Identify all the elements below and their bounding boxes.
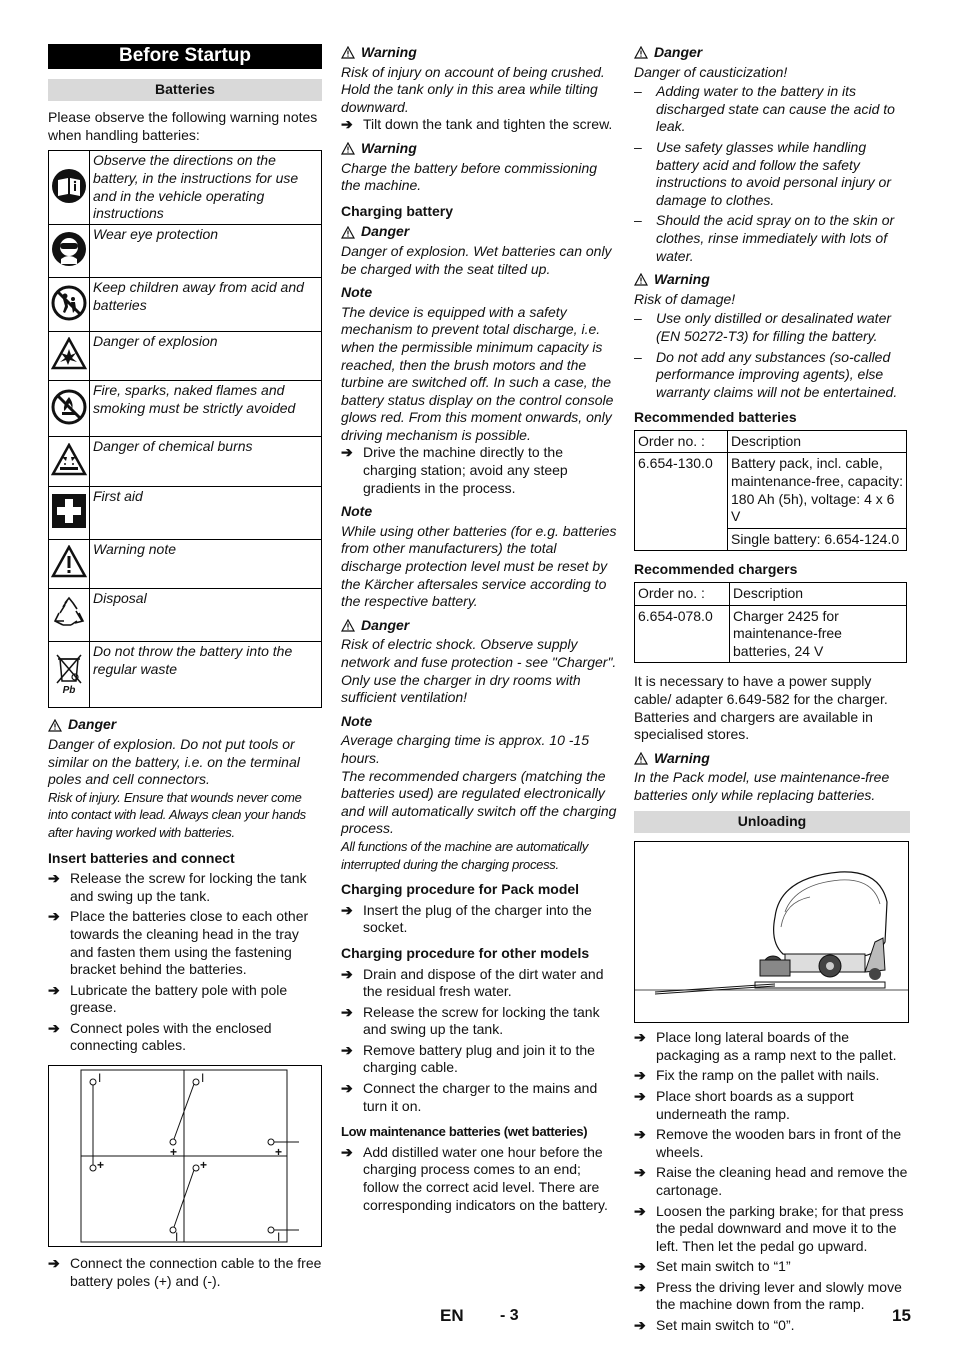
warning-header: Warning (634, 271, 910, 289)
list-item: ➔ Place short boards as a support underneath the ramp. (634, 1087, 854, 1122)
warning-triangle-icon (341, 226, 355, 239)
arrow-icon: ➔ (341, 444, 353, 461)
minus-label: I (201, 1071, 205, 1086)
symbol-text: Do not throw the battery into the regular waste (90, 642, 322, 708)
symbol-table (48, 150, 322, 708)
list-item: – Should the acid spray on to the skin or clothes, rinse immediately with lots of water. (634, 212, 895, 264)
warning-text: Risk of injury on account of being crushed. Hold the tank only in this area while tilting downward. (341, 63, 605, 115)
minus-label: I (98, 1071, 102, 1086)
list-item: ➔ Loosen the parking brake; for that press the pedal downward and move it to the left. Then let the pedal go upward. (634, 1202, 904, 1254)
table-row: 6.654-130.0 Battery pack, incl. cable, maintenance-free, capacity: 180 Ah (5h), voltage: 4 x 6 V (635, 453, 907, 528)
footer-page-number: 15 (892, 1306, 911, 1325)
warning-triangle-icon (634, 46, 648, 59)
danger-label: Danger (68, 716, 117, 733)
column-1 (48, 44, 322, 1293)
list-item: ➔ Drain and dispose of the dirt water and the residual fresh water. (341, 965, 604, 1000)
recommended-chargers-heading: Recommended chargers (634, 561, 798, 578)
chemical-burns-icon (49, 437, 90, 487)
list-item: ➔ Release the screw for locking the tank and swing up the tank. (341, 1003, 600, 1038)
battery-wiring-diagram (48, 1065, 322, 1247)
table-row: Single battery: 6.654-124.0 (635, 528, 907, 551)
arrow-icon: ➔ (341, 116, 353, 133)
symbol-text: Disposal (90, 589, 322, 642)
arrow-icon: ➔ (341, 1041, 353, 1058)
list-item: ➔ Place the batteries close to each other towards the cleaning head in the tray and fasten them using the fastening bracket behind the batteries. (48, 908, 309, 978)
column-3 (634, 44, 910, 1338)
table-row (49, 540, 322, 589)
keep-children-away-icon (49, 278, 90, 332)
symbol-text: Warning note (90, 540, 322, 589)
arrow-icon: ➔ (634, 1258, 646, 1275)
warning-triangle-icon (341, 619, 355, 632)
manual-icon (49, 151, 90, 225)
list-item: ➔ Place long lateral boards of the packaging as a ramp next to the pallet. (634, 1029, 897, 1063)
table-row: 6.654-078.0 Charger 2425 for maintenance-free batteries, 24 V (635, 605, 907, 663)
note-text: The device is equipped with a safety mechanism to prevent total discharge, i.e. when the permissible minimum capacity is reached, then the brush motors and the turbine are switched off. In such a case, the battery status display on the control console glows red. From this moment onwards, only driving mechanism is possible. (341, 303, 614, 443)
table-row (49, 278, 322, 332)
arrow-icon: ➔ (341, 901, 353, 918)
arrow-icon: ➔ (634, 1278, 646, 1295)
list-item: ➔ Press the driving lever and slowly move the machine down from the ramp. (634, 1278, 902, 1313)
list-item: ➔ Release the screw for locking the tank and swing up the tank. (48, 870, 307, 904)
table-row (49, 642, 322, 708)
list-item: ➔ Connect the charger to the mains and turn it on. (341, 1080, 598, 1114)
crossed-bin-icon (49, 642, 90, 708)
symbol-text: First aid (90, 487, 322, 540)
plus-label: + (97, 1158, 105, 1173)
other-models-heading: Charging procedure for other models (341, 944, 590, 961)
table-row (49, 151, 322, 225)
list-item: – Do not add any substances (so-called performance improving agents), else warranty claims will not be entertained. (634, 348, 898, 400)
note-header: Note (341, 503, 373, 520)
arrow-icon: ➔ (48, 870, 60, 887)
low-maintenance-heading: Low maintenance batteries (wet batteries) (341, 1124, 588, 1140)
section-title: Before Startup (48, 44, 322, 69)
arrow-icon: ➔ (634, 1029, 646, 1046)
arrow-icon: ➔ (341, 1080, 353, 1097)
symbol-text: Keep children away from acid and batteries (90, 278, 322, 332)
warning-header: Warning (341, 44, 617, 62)
warning-header: Warning (634, 750, 910, 768)
warning-triangle-icon (634, 752, 648, 765)
table-row (49, 589, 322, 642)
note-header: Note (341, 712, 373, 729)
danger-text: Danger of explosion. Do not put tools or similar on the battery, i.e. on the terminal poles and cell connectors. (48, 735, 300, 788)
list-item: ➔ Remove battery plug and join it to the charging cable. (341, 1041, 595, 1076)
insert-heading: Insert batteries and connect (48, 849, 235, 866)
danger-header: Danger (634, 44, 910, 62)
plus-label: + (275, 1145, 283, 1160)
symbol-text: Danger of explosion (90, 332, 322, 381)
list-item: – Use only distilled or desalinated water (EN 50272-T3) for filling the battery. (634, 310, 892, 344)
table-row: Order no. : Description (635, 583, 907, 606)
eye-protection-icon (49, 225, 90, 278)
warning-header: Warning (341, 140, 617, 158)
warning-text: In the Pack model, use maintenance-free batteries only while replacing batteries. (634, 769, 890, 803)
arrow-icon: ➔ (634, 1202, 646, 1219)
batteries-heading: Batteries (48, 79, 322, 102)
footer-local-page: - 3 (500, 1307, 519, 1324)
arrow-icon: ➔ (634, 1087, 646, 1104)
list-item: – Adding water to the battery in its discharged state can cause the acid to leak. (634, 83, 895, 135)
column-2 (341, 44, 617, 1217)
arrow-icon: ➔ (341, 965, 353, 982)
list-item: ➔ Remove the wooden bars in front of the wheels. (634, 1126, 902, 1160)
danger-header (48, 716, 322, 734)
symbol-text: Wear eye protection (90, 225, 322, 278)
power-supply-text: It is necessary to have a power supply cable/ adapter 6.649-582 for the charger. Batteries and chargers are available in specialised stores. (634, 673, 888, 743)
arrow-icon: ➔ (48, 1255, 60, 1272)
list-item: ➔ Connect poles with the enclosed connecting cables. (48, 1019, 272, 1054)
warning-triangle-icon (48, 719, 62, 732)
plus-label: + (170, 1145, 178, 1160)
arrow-icon: ➔ (634, 1067, 646, 1084)
symbol-text: Observe the directions on the battery, in the instructions for use and in the vehicle operating instructions (90, 151, 322, 225)
pb-label: Pb (62, 684, 76, 695)
arrow-icon: ➔ (341, 1143, 353, 1160)
table-row (49, 487, 322, 540)
warning-text: Charge the battery before commissioning the machine. (341, 159, 598, 194)
table-row: Order no. : Description (635, 430, 907, 453)
arrow-icon: ➔ (48, 981, 60, 998)
arrow-icon: ➔ (48, 908, 60, 925)
pack-heading: Charging procedure for Pack model (341, 881, 580, 898)
table-row (49, 381, 322, 437)
list-item: ➔ Connect the connection cable to the free battery poles (+) and (-). (48, 1255, 322, 1289)
list-item: ➔ Add distilled water one hour before the charging process comes to an end; follow the correct acid level. There are corresponding indicators on the battery. (341, 1143, 608, 1213)
list-item: ➔ Fix the ramp on the pallet with nails. (634, 1067, 880, 1084)
footer-language: EN (440, 1306, 464, 1325)
arrow-icon: ➔ (48, 1019, 60, 1036)
recycling-icon (49, 589, 90, 642)
symbol-text: Danger of chemical burns (90, 437, 322, 487)
list-item: ➔ Insert the plug of the charger into the socket. (341, 901, 592, 936)
unloading-steps (634, 1029, 910, 1335)
danger-header: Danger (341, 223, 617, 241)
table-row (49, 332, 322, 381)
no-fire-icon (49, 381, 90, 437)
arrow-icon: ➔ (634, 1164, 646, 1181)
warning-triangle-icon (341, 142, 355, 155)
table-row (49, 225, 322, 278)
list-item: ➔ Set main switch to “1” (634, 1258, 791, 1275)
intro-text: Please observe the following warning notes when handling batteries: (48, 109, 318, 143)
minus-label: I (175, 1230, 179, 1245)
insert-steps (48, 870, 322, 1055)
plus-label: + (200, 1158, 208, 1173)
warning-intro: Risk of damage! (634, 290, 736, 307)
first-aid-icon (49, 487, 90, 540)
charging-heading: Charging battery (341, 202, 454, 219)
list-item: ➔ Tilt down the tank and tighten the screw. (341, 116, 613, 133)
note-small-text: All functions of the machine are automatically interrupted during the charging process. (341, 838, 589, 872)
list-item: ➔ Lubricate the battery pole with pole grease. (48, 981, 288, 1016)
note-text: Average charging time is approx. 10 -15 hours. The recommended chargers (matching the batteries used) are regulated electronically and will automatically switch off the charging process. (341, 732, 617, 837)
warning-triangle-icon (634, 273, 648, 286)
note-text: While using other batteries (for e.g. batteries from other manufacturers) the total discharge protection level must be reset by the Kärcher aftersales service according to the respective battery. (341, 522, 617, 610)
list-item: ➔ Drive the machine directly to the charging station; avoid any steep gradients in the process. (341, 444, 568, 496)
arrow-icon: ➔ (341, 1003, 353, 1020)
danger-header: Danger (341, 617, 617, 635)
chargers-table (634, 582, 907, 663)
note-header: Note (341, 284, 373, 301)
danger-intro: Danger of causticization! (634, 63, 788, 80)
arrow-icon: ➔ (634, 1126, 646, 1143)
batteries-table (634, 430, 907, 552)
list-item: ➔ Raise the cleaning head and remove the cartonage. (634, 1164, 908, 1198)
unloading-illustration (634, 841, 909, 1023)
recommended-batteries-heading: Recommended batteries (634, 409, 797, 426)
explosion-icon (49, 332, 90, 381)
injury-text: Risk of injury. Ensure that wounds never come into contact with lead. Always clean your hands after having worked with batteries. (48, 789, 306, 840)
warning-note-icon (49, 540, 90, 589)
symbol-text: Fire, sparks, naked flames and smoking must be strictly avoided (90, 381, 322, 437)
list-item: – Use safety glasses while handling battery acid and follow the safety instructions to avoid personal injury or damage to clothes. (634, 138, 892, 208)
warning-triangle-icon (341, 46, 355, 59)
danger-text: Danger of explosion. Wet batteries can only be charged with the seat tilted up. (341, 242, 612, 277)
danger-text: Risk of electric shock. Observe supply network and fuse protection - see "Charger". Only use the charger in dry rooms with sufficient ventilation! (341, 636, 617, 706)
table-row (49, 437, 322, 487)
minus-label: I (277, 1230, 281, 1245)
arrow-icon: ➔ (634, 1317, 646, 1334)
unloading-heading: Unloading (634, 811, 910, 834)
list-item: ➔ Set main switch to “0”. (634, 1317, 795, 1334)
